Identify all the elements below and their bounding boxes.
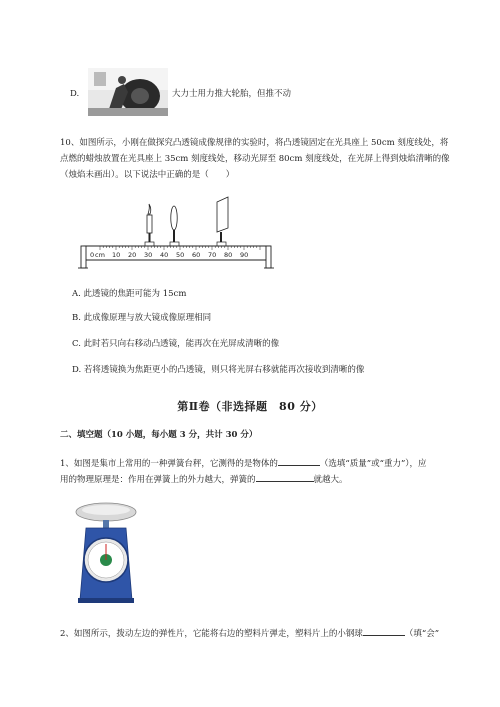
ruler-tick-label: 30 <box>144 251 153 259</box>
candle <box>147 204 152 245</box>
q1-line2-end: 就越大。 <box>313 475 348 485</box>
part2-title: 第Ⅱ卷（非选择题 80 分） <box>177 400 323 413</box>
ruler-tick-label: 40 <box>160 251 169 259</box>
q10-option-c: C. 此时若只向右移动凸透镜，能再次在光屏成清晰的像 <box>72 339 280 349</box>
q10-option-b: B. 此成像原理与放大镜成像原理相同 <box>72 313 212 323</box>
q10-option-a: A. 此透镜的焦距可能为 15cm <box>72 289 187 299</box>
q2-line1-end: （填“会” <box>404 629 440 639</box>
q10-stem-line1: 10、如图所示，小刚在做探究凸透镜成像规律的实验时，将凸透镜固定在光具座上 50cm 刻度线处，将 <box>60 138 449 148</box>
q9-photo <box>88 68 168 116</box>
ruler-start-label: 0 <box>90 251 95 259</box>
q1-line1-end: （选填“质量”或“重力”），应 <box>319 459 427 469</box>
q1-blank-1[interactable] <box>278 455 320 466</box>
q1-blank-2[interactable] <box>256 471 314 482</box>
ruler-tick-label: 50 <box>176 251 185 259</box>
q1-line1 <box>60 455 427 471</box>
q2-blank-1[interactable] <box>363 625 405 636</box>
section-heading: 二、填空题（10 小题，每小题 3 分，共计 30 分） <box>60 430 258 440</box>
q9-option-d-label: D. <box>70 89 80 99</box>
ruler-tick-label: 20 <box>128 251 137 259</box>
convex-lens <box>171 206 177 245</box>
ruler-tick-label: 80 <box>224 251 233 259</box>
q9-option-d-text: 大力士用力推大轮胎，但推不动 <box>172 89 292 99</box>
q1-line1-start: 1、如图是集市上常用的一种弹簧台秤，它测得的是物体的 <box>60 459 278 469</box>
q10-stem-line3: （烛焰未画出）。以下说法中正确的是（ ） <box>60 170 235 180</box>
ruler-tick-label: 70 <box>208 251 217 259</box>
optical-bench-diagram <box>78 194 274 274</box>
light-screen <box>217 197 228 245</box>
ruler-tick-label: 60 <box>192 251 201 259</box>
ruler-tick-label: 10 <box>112 251 121 259</box>
q10-option-d: D. 若将透镜换为焦距更小的凸透镜，则只将光屏右移就能再次接收到清晰的像 <box>72 365 365 375</box>
ruler-unit-label: cm <box>95 251 105 259</box>
q10-stem-line2: 点燃的蜡烛放置在光具座上 35cm 刻度线处，移动光屏至 80cm 刻度线处，在光屏上得到烛焰清晰的像 <box>60 154 450 164</box>
q2-line1 <box>60 625 439 641</box>
q2-line1-start: 2、如图所示，拨动左边的弹性片，它能将右边的塑料片弹走，塑料片上的小钢球 <box>60 629 363 639</box>
q1-line2 <box>60 471 348 487</box>
spring-scale-photo <box>72 500 142 605</box>
q1-line2-start: 用的物理原理是：作用在弹簧上的外力越大，弹簧的 <box>60 475 256 485</box>
ruler-tick-label: 90 <box>240 251 249 259</box>
